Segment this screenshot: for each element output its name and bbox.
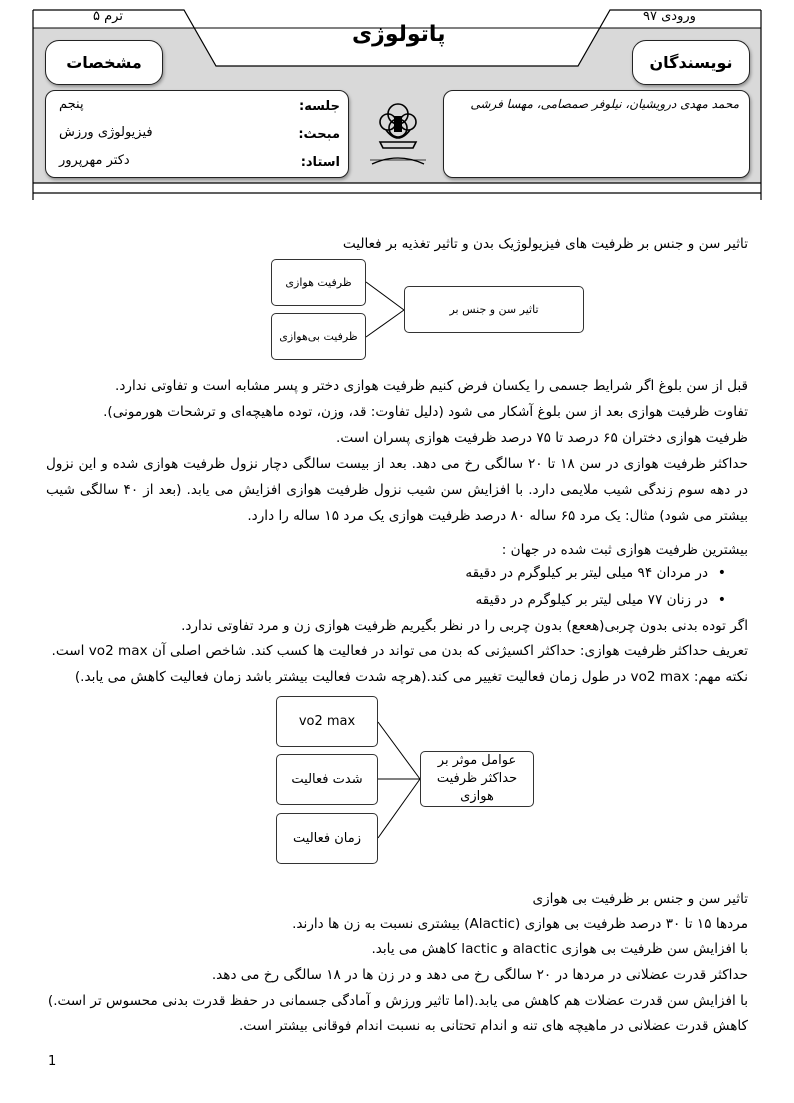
diagram1-center: تاثیر سن و جنس بر <box>404 286 584 333</box>
session-value: پنجم <box>59 97 84 112</box>
paragraph: کاهش قدرت عضلانی در ماهیچه های تنه و اندام تحتانی به نسبت اندام فوقانی بیشتر است. <box>239 1018 748 1034</box>
paragraph: تعریف حداکثر ظرفیت هوازی: حداکثر اکسیژنی که بدن می تواند در فعالیت ها کسب کند. شاخص اصلی آن vo2 max است. <box>51 643 748 659</box>
diagram2-center: عوامل موثر بر حداکثر ظرفیت هوازی <box>420 751 534 807</box>
section1-heading: تاثیر سن و جنس بر ظرفیت های فیزیولوژیک بدن و تاثیر تغذیه بر فعالیت <box>342 236 748 252</box>
paragraph: حداکثر ظرفیت هوازی در سن ۱۸ تا ۲۰ سالگی رخ می دهد. بعد از بیست سالگی دچار نزول ظرفیت هوازی شده و این نزول در دهه سوم زندگی شیب ملایمی دارد. با افزایش سن شیب نزول ظرفیت هوازی افزایش می یابد. (بعد از ۴۰ سالگی شیب بیشتر می شود) مثال: یک مرد ۶۵ ساله ۸۰ درصد ظرفیت هوازی یک مرد ۱۵ ساله را دارد. <box>46 456 749 524</box>
diagram2-branch-intensity: شدت فعالیت <box>276 754 378 805</box>
paragraph: با افزایش سن قدرت عضلات هم کاهش می یابد.(اما تاثیر ورزش و آمادگی جسمانی در حفظ قدرت بدنی محسوس تر است.) <box>47 993 748 1009</box>
session-label: جلسه: <box>299 99 340 114</box>
authors-button[interactable]: نویسندگان <box>632 40 750 85</box>
specs-button[interactable]: مشخصات <box>45 40 163 85</box>
diagram1-branch-aerobic: ظرفیت هوازی <box>271 259 366 306</box>
paragraph: تفاوت ظرفیت هوازی بعد از سن بلوغ آشکار می شود (دلیل تفاوت: قد، وزن، توده ماهیچه‌ای و ترشحات هورمونی). <box>103 404 748 420</box>
list-item: • در مردان ۹۴ میلی لیتر بر کیلوگرم در دقیقه <box>465 560 708 587</box>
diagram2-branch-vo2max: vo2 max <box>276 696 378 747</box>
teacher-label: استاد: <box>300 155 340 170</box>
topic-label: مبحث: <box>298 127 340 142</box>
paragraph: حداکثر قدرت عضلانی در مردها در ۲۰ سالگی رخ می دهد و در زن ها در ۱۸ سالگی رخ می دهد. <box>211 967 748 983</box>
paragraph: قبل از سن بلوغ اگر شرایط جسمی را یکسان فرض کنیم ظرفیت هوازی دختر و پسر مشابه است و تفاوتی ندارد. <box>115 378 748 394</box>
diagram1-branch-anaerobic: ظرفیت بی‌هوازی <box>271 313 366 360</box>
records-list <box>465 560 708 614</box>
teacher-value: دکتر مهرپرور <box>59 153 130 168</box>
diagram2-branch-duration: زمان فعالیت <box>276 813 378 864</box>
page-title: پاتولوژی <box>352 22 446 47</box>
records-intro: بیشترین ظرفیت هوازی ثبت شده در جهان : <box>501 542 748 558</box>
paragraph: با افزایش سن ظرفیت بی هوازی alactic و lactic کاهش می یابد. <box>371 941 748 957</box>
paragraph: اگر توده بدنی بدون چربی(هععع) بدون چربی را در نظر بگیریم ظرفیت هوازی زن و مرد تفاوتی ندارد. <box>181 618 748 634</box>
section2-heading: تاثیر سن و جنس بر ظرفیت بی هوازی <box>532 891 748 907</box>
paragraph: مردها ۱۵ تا ۳۰ درصد ظرفیت بی هوازی (Alactic) بیشتری نسبت به زن ها دارند. <box>292 916 748 932</box>
term-label: ترم ۵ <box>93 9 123 24</box>
list-item: • در زنان ۷۷ میلی لیتر بر کیلوگرم در دقیقه <box>465 587 708 614</box>
paragraph: نکته مهم: vo2 max در طول زمان فعالیت تغییر می کند.(هرچه شدت فعالیت بیشتر باشد زمان فعالیت کاهش می یابد.) <box>74 669 748 685</box>
topic-value: فیزیولوژی ورزش <box>59 125 153 140</box>
paragraph: ظرفیت هوازی دختران ۶۵ درصد تا ۷۵ درصد ظرفیت هوازی پسران است. <box>336 430 748 446</box>
authors-names: محمد مهدی درویشیان، نیلوفر صمصامی، مهسا فرشی <box>470 97 739 111</box>
entry-year: ورودی ۹۷ <box>643 9 696 24</box>
page-number: 1 <box>48 1054 57 1069</box>
